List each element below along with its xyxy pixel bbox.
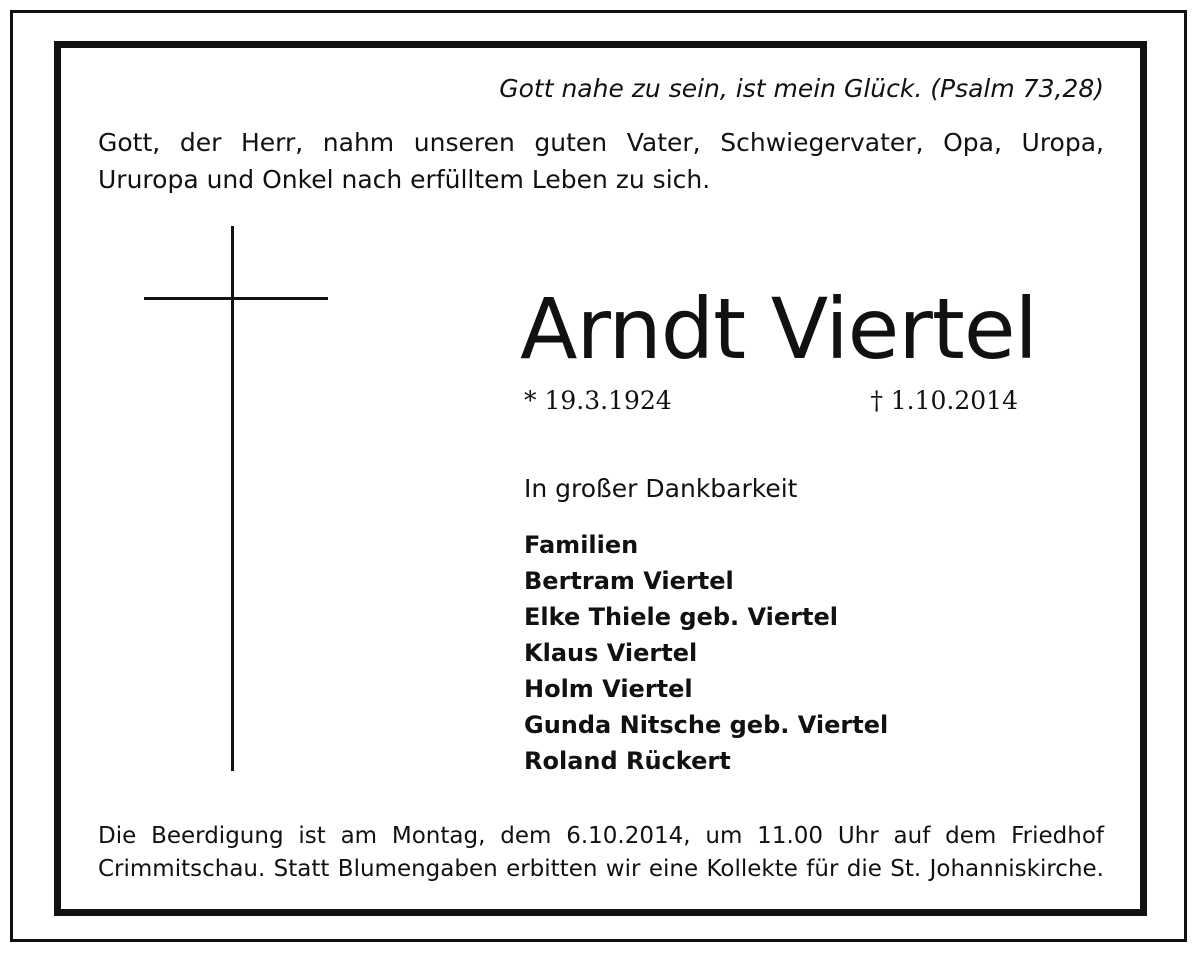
funeral-notice: [98, 820, 1104, 886]
mourner-name: Elke Thiele geb. Viertel: [524, 603, 838, 631]
mourner-name: Holm Viertel: [524, 675, 693, 703]
cross-icon: [144, 226, 328, 771]
mourners-list: [524, 527, 888, 779]
gratitude-line: In großer Dankbarkeit: [524, 474, 798, 503]
death-date: † 1.10.2014: [870, 386, 1018, 415]
mourner-name: Familien: [524, 531, 639, 559]
mourner-name: Bertram Viertel: [524, 567, 734, 595]
funeral-notice-line-2: Crimmitschau. Statt Blumengaben erbitten wir eine Kollekte für die St. Johanniskirche.: [98, 856, 1104, 882]
mourner-name: Roland Rückert: [524, 747, 731, 775]
psalm-quote: Gott nahe zu sein, ist mein Glück. (Psalm 73,28): [499, 74, 1104, 103]
birth-date: * 19.3.1924: [524, 386, 672, 415]
intro-text: Gott, der Herr, nahm unseren guten Vater, Schwiegervater, Opa, Uropa, Ururopa und Onkel nach erfülltem Leben zu sich.: [98, 128, 1104, 194]
life-dates: [524, 386, 1018, 415]
deceased-name: Arndt Viertel: [520, 280, 1037, 378]
cross-vertical-bar: [231, 226, 234, 771]
cross-horizontal-bar: [144, 297, 328, 300]
funeral-notice-line-1: Die Beerdigung ist am Montag, dem 6.10.2014, um 11.00 Uhr auf dem Friedhof: [98, 823, 1104, 849]
mourner-name: Gunda Nitsche geb. Viertel: [524, 711, 889, 739]
mourner-name: Klaus Viertel: [524, 639, 698, 667]
